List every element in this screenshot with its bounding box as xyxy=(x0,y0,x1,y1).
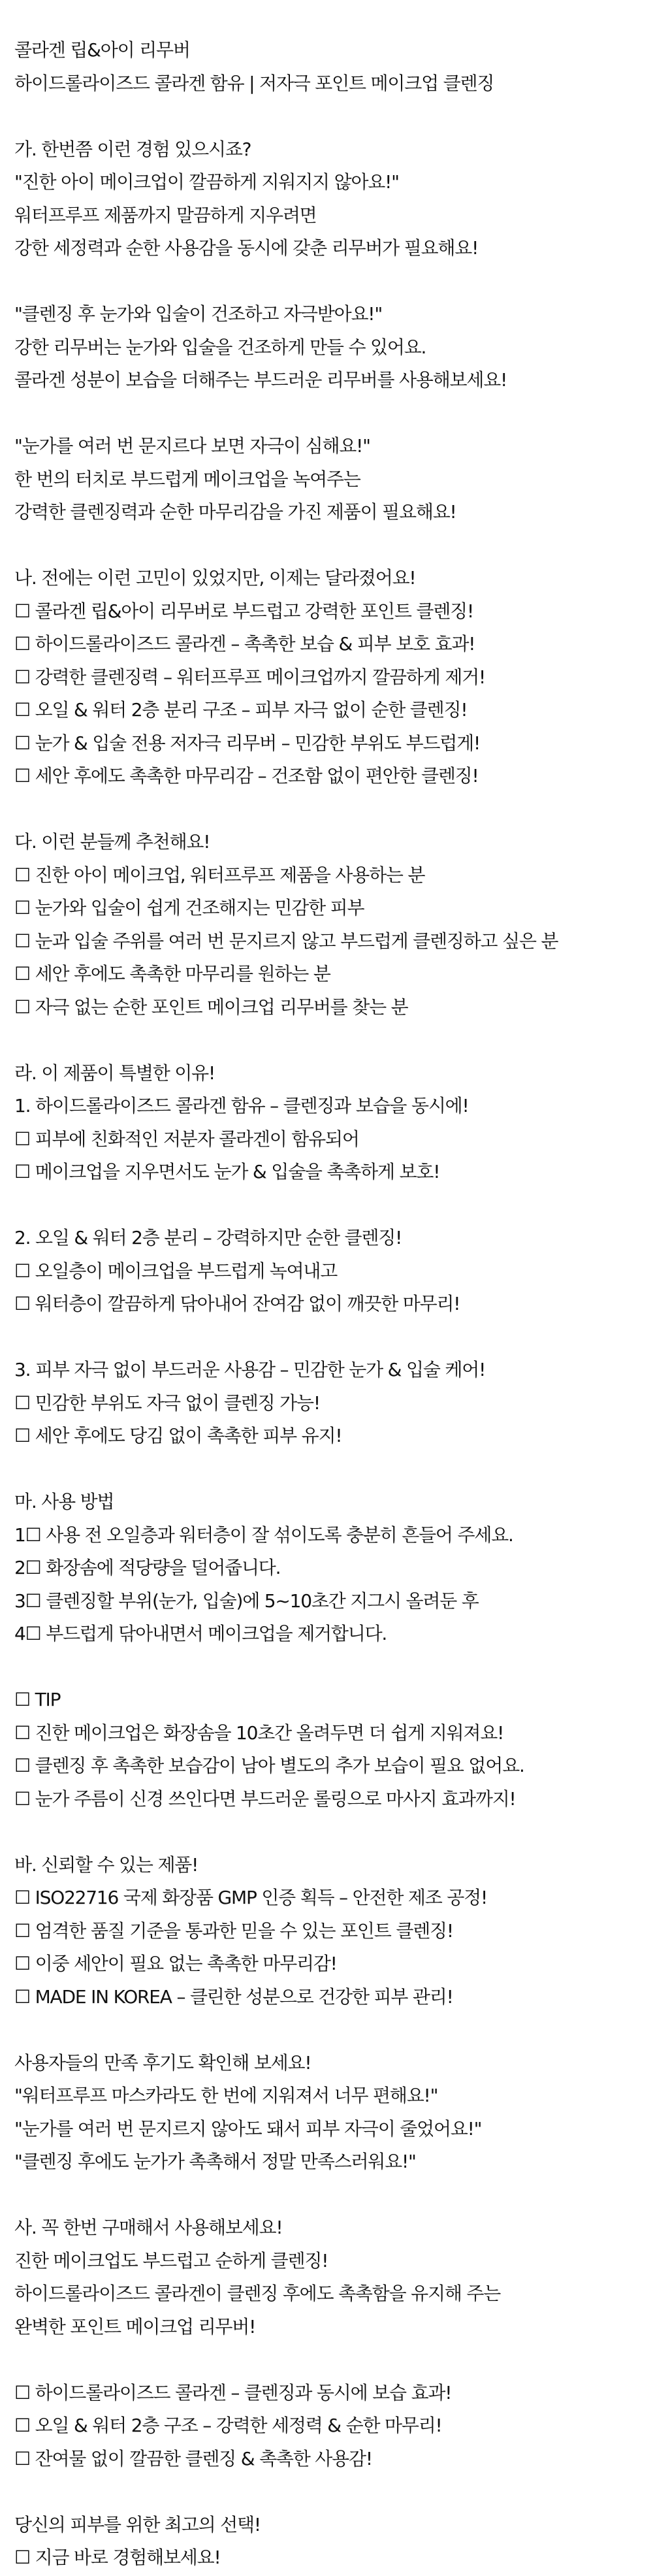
text-line: ☐ 오일층이 메이크업을 부드럽게 녹여내고 xyxy=(14,1260,338,1282)
text-line: 강한 세정력과 순한 사용감을 동시에 갖춘 리무버가 필요해요! xyxy=(14,237,479,259)
text-line: 한 번의 터치로 부드럽게 메이크업을 녹여주는 xyxy=(14,468,360,490)
product-description-document xyxy=(14,34,641,2575)
text-line: 당신의 피부를 위한 최고의 선택! xyxy=(14,2513,261,2535)
text-line: ☐ 하이드롤라이즈드 콜라겐 – 클렌징과 동시에 보습 효과! xyxy=(14,2381,452,2404)
text-line: 강한 리무버는 눈가와 입술을 건조하게 만들 수 있어요. xyxy=(14,336,426,358)
text-line: ☐ 민감한 부위도 자극 없이 클렌징 가능! xyxy=(14,1392,320,1414)
text-line: ☐ 눈가와 입술이 쉽게 건조해지는 민감한 피부 xyxy=(14,897,364,919)
text-line: ☐ 지금 바로 경험해보세요! xyxy=(14,2547,221,2568)
text-line: ☐ 오일 & 워터 2층 분리 구조 – 피부 자극 없이 순한 클렌징! xyxy=(14,699,468,721)
text-line: ☐ 메이크업을 지우면서도 눈가 & 입술을 촉촉하게 보호! xyxy=(14,1161,440,1182)
blank-line xyxy=(14,1321,641,1354)
text-line: ☐ 자극 없는 순한 포인트 메이크업 리무버를 찾는 분 xyxy=(14,996,408,1018)
text-line: "진한 아이 메이크업이 깔끔하게 지워지지 않아요!" xyxy=(14,171,399,193)
text-line: ☐ MADE IN KOREA – 클린한 성분으로 건강한 피부 관리! xyxy=(14,1985,453,2008)
text-line: 2. 오일 & 워터 2층 분리 – 강력하지만 순한 클렌징! xyxy=(14,1227,402,1248)
text-line: ☐ 세안 후에도 당김 없이 촉촉한 피부 유지! xyxy=(14,1425,342,1446)
blank-line xyxy=(14,2014,641,2047)
text-line: 마. 사용 방법 xyxy=(14,1491,114,1512)
text-line: 콜라겐 립&아이 리무버 xyxy=(14,39,190,61)
text-line: ☐ 눈가 & 입술 전용 저자극 리무버 – 민감한 부위도 부드럽게! xyxy=(14,732,481,754)
blank-line xyxy=(14,2343,641,2377)
text-line: 강력한 클렌징력과 순한 마무리감을 가진 제품이 필요해요! xyxy=(14,501,456,523)
blank-line xyxy=(14,1024,641,1057)
text-line: 하이드롤라이즈드 콜라겐 함유 | 저자극 포인트 메이크업 클렌징 xyxy=(14,72,494,94)
blank-line xyxy=(14,1816,641,1849)
text-line: 가. 한번쯤 이런 경험 있으시죠? xyxy=(14,138,251,160)
text-line: 사용자들의 만족 후기도 확인해 보세요! xyxy=(14,2051,311,2074)
text-line: ☐ 이중 세안이 필요 없는 촉촉한 마무리감! xyxy=(14,1953,337,1974)
text-line: 4☐ 부드럽게 닦아내면서 메이크업을 제거합니다. xyxy=(14,1623,387,1644)
text-line: "클렌징 후에도 눈가가 촉촉해서 정말 만족스러워요!" xyxy=(14,2151,416,2172)
blank-line xyxy=(14,793,641,826)
text-line: 라. 이 제품이 특별한 이유! xyxy=(14,1062,215,1084)
blank-line xyxy=(14,529,641,562)
blank-line xyxy=(14,1651,641,1684)
text-line: 콜라겐 성분이 보습을 더해주는 부드러운 리무버를 사용해보세요! xyxy=(14,369,507,391)
blank-line xyxy=(14,2475,641,2509)
text-line: ☐ 콜라겐 립&아이 리무버로 부드럽고 강력한 포인트 클렌징! xyxy=(14,600,473,622)
text-line: ☐ 클렌징 후 촉촉한 보습감이 남아 별도의 추가 보습이 필요 없어요. xyxy=(14,1755,524,1776)
text-line: 2☐ 화장솜에 적당량을 덜어줍니다. xyxy=(14,1557,281,1578)
blank-line xyxy=(14,265,641,299)
text-line: ☐ ISO22716 국제 화장품 GMP 인증 획득 – 안전한 제조 공정! xyxy=(14,1887,487,1908)
text-line: 바. 신뢰할 수 있는 제품! xyxy=(14,1853,199,1876)
text-line: 진한 메이크업도 부드럽고 순하게 클렌징! xyxy=(14,2249,328,2272)
text-line: 3. 피부 자극 없이 부드러운 사용감 – 민감한 눈가 & 입술 케어! xyxy=(14,1359,486,1380)
text-line: ☐ 엄격한 품질 기준을 통과한 믿을 수 있는 포인트 클렌징! xyxy=(14,1919,453,1942)
text-line: "눈가를 여러 번 문지르다 보면 자극이 심해요!" xyxy=(14,435,370,457)
text-line: ☐ 잔여물 없이 깔끔한 클렌징 & 촉촉한 사용감! xyxy=(14,2447,372,2470)
text-line: ☐ 세안 후에도 촉촉한 마무리를 원하는 분 xyxy=(14,963,330,985)
text-line: 워터프루프 제품까지 말끔하게 지우려면 xyxy=(14,204,317,226)
text-line: "눈가를 여러 번 문지르지 않아도 돼서 피부 자극이 줄었어요!" xyxy=(14,2117,482,2140)
text-line: ☐ 진한 메이크업은 화장솜을 10초간 올려두면 더 쉽게 지워져요! xyxy=(14,1721,504,1744)
text-line: 하이드롤라이즈드 콜라겐이 클렌징 후에도 촉촉함을 유지해 주는 xyxy=(14,2283,501,2304)
text-line: "워터프루프 마스카라도 한 번에 지워져서 너무 편해요!" xyxy=(14,2085,438,2106)
text-line: ☐ 워터층이 깔끔하게 닦아내어 잔여감 없이 깨끗한 마무리! xyxy=(14,1293,460,1314)
text-line: ☐ 눈가 주름이 신경 쓰인다면 부드러운 롤링으로 마사지 효과까지! xyxy=(14,1787,516,1810)
blank-line xyxy=(14,1453,641,1486)
blank-line xyxy=(14,1189,641,1222)
text-line: ☐ 피부에 친화적인 저분자 콜라겐이 함유되어 xyxy=(14,1128,359,1150)
text-line: 나. 전에는 이런 고민이 있었지만, 이제는 달라졌어요! xyxy=(14,567,416,589)
text-line: 3☐ 클렌징할 부위(눈가, 입술)에 5~10초간 지그시 올려둔 후 xyxy=(14,1590,479,1612)
text-line: 1☐ 사용 전 오일층과 워터층이 잘 섞이도록 충분히 흔들어 주세요. xyxy=(14,1524,513,1546)
text-line: "클렌징 후 눈가와 입술이 건조하고 자극받아요!" xyxy=(14,303,382,325)
text-line: ☐ 세안 후에도 촉촉한 마무리감 – 건조함 없이 편안한 클렌징! xyxy=(14,765,479,787)
text-line: ☐ 강력한 클렌징력 – 워터프루프 메이크업까지 깔끔하게 제거! xyxy=(14,666,485,688)
text-line: ☐ 하이드롤라이즈드 콜라겐 – 촉촉한 보습 & 피부 보호 효과! xyxy=(14,633,475,655)
text-line: ☐ 오일 & 워터 2층 구조 – 강력한 세정력 & 순한 마무리! xyxy=(14,2415,442,2436)
text-line: 1. 하이드롤라이즈드 콜라겐 함유 – 클렌징과 보습을 동시에! xyxy=(14,1095,469,1117)
text-line: ☐ 진한 아이 메이크업, 워터프루프 제품을 사용하는 분 xyxy=(14,864,425,886)
text-line: 사. 꼭 한번 구매해서 사용해보세요! xyxy=(14,2217,283,2238)
blank-line xyxy=(14,2179,641,2212)
text-line: 다. 이런 분들께 추천해요! xyxy=(14,831,210,853)
blank-line xyxy=(14,100,641,133)
text-line: ☐ TIP xyxy=(14,1689,61,1710)
blank-line xyxy=(14,397,641,431)
text-line: ☐ 눈과 입술 주위를 여러 번 문지르지 않고 부드럽게 클렌징하고 싶은 분 xyxy=(14,930,558,952)
text-line: 완벽한 포인트 메이크업 리무버! xyxy=(14,2315,256,2338)
